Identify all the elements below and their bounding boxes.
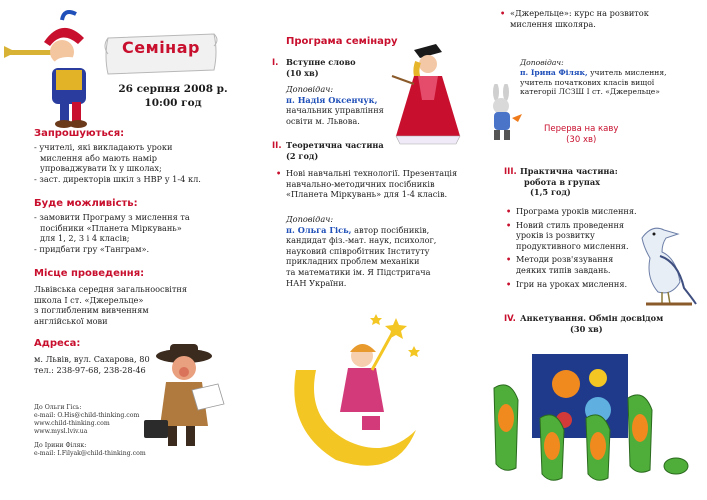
contact-line: До Ольги Гісь:	[34, 404, 82, 411]
section-3-bullet: • Новий стиль проведення уроків із розвитку продуктивного мислення.	[506, 220, 638, 252]
speaker-label: Доповідач:	[286, 84, 334, 94]
speaker-desc: НАН України.	[286, 277, 347, 288]
address-line: тел.: 238-97-68, 238-28-46	[34, 364, 146, 375]
venue-line: Львівська середня загальноосвітня	[34, 284, 188, 294]
section-3-duration: (1,5 год)	[530, 187, 571, 198]
contact-website[interactable]: www.child-thinking.com	[34, 420, 110, 427]
speaker-desc: начальник управління	[286, 105, 384, 116]
section-1-title: Вступне слово	[286, 57, 356, 67]
section-2-number: ІІ.	[272, 141, 282, 151]
section-3-bullet: • Ігри на уроках мислення.	[506, 279, 638, 290]
speaker-desc: категорії ЛСЗШ І ст. «Джерельце»	[520, 87, 660, 97]
section-1-duration: (10 хв)	[286, 67, 319, 78]
venue-line: англійської мови	[34, 315, 108, 326]
section-4-duration: (30 хв)	[570, 323, 603, 334]
section-3-bullets	[506, 206, 638, 292]
bullet-text: мислення школяра.	[510, 18, 596, 29]
contact-email[interactable]: e-mail: O.His@child-thinking.com	[34, 412, 140, 419]
speaker-desc: кандидат фіз.-мат. наук, психолог,	[286, 235, 437, 246]
section-3-title: робота в групах	[524, 176, 601, 187]
program-title: Програма семінару	[286, 36, 398, 47]
jester-trumpeter-illustration	[4, 6, 116, 130]
section-3-bullet: • Методи розв'язування деяких типів завдань.	[506, 254, 638, 275]
opportunity-line: - придбати гру «Танграм».	[34, 243, 150, 254]
opportunity-line: - замовити Програму з мислення та	[34, 212, 190, 222]
opportunity-line: для 1, 2, 3 і 4 класів;	[40, 233, 130, 244]
contact-website[interactable]: www.mysl.lviv.ua	[34, 428, 88, 435]
queen-teacher-illustration	[384, 40, 466, 150]
speaker-desc: прикладних проблем механіки	[286, 256, 420, 267]
venue-line: школа І ст. «Джерельце»	[34, 294, 144, 305]
venue-heading: Місце проведення:	[34, 268, 145, 279]
section-2b-speaker	[520, 58, 700, 97]
contact-line: До Ірини Філяк:	[34, 442, 87, 449]
contact-filyak	[34, 442, 146, 458]
section-1-speaker	[286, 84, 396, 126]
speaker-name: п. Ірина Філяк,	[520, 67, 588, 77]
seminar-date: 26 серпня 2008 р.	[118, 83, 228, 95]
left-column	[0, 0, 236, 500]
section-2-bullets	[276, 168, 466, 203]
speaker-desc: учитель мислення,	[590, 67, 667, 77]
section-2-header	[286, 140, 384, 161]
right-column	[472, 0, 707, 500]
section-2-duration: (2 год)	[286, 150, 319, 161]
detective-illustration	[140, 340, 230, 450]
section-3-bullet: • Програма уроків мислення.	[506, 206, 706, 217]
opportunity-heading: Буде можливість:	[34, 198, 138, 209]
address-text	[34, 354, 150, 375]
invite-line: - учителі, які викладають уроки	[34, 142, 173, 152]
heron-bird-illustration	[632, 218, 702, 308]
seminar-datetime	[108, 82, 238, 110]
section-2-bullet: • Нові навчальні технології. Презентація навчально-методичних посібників «Планета Міркувань» для 1-4 класів.	[276, 168, 466, 200]
section-4-number: IV.	[504, 314, 516, 324]
section-4-header	[520, 313, 663, 334]
section-2b-bullet	[500, 8, 700, 29]
speaker-name: п. Ольга Гісь,	[286, 224, 352, 235]
coffee-break	[544, 124, 618, 146]
speaker-desc: та математики ім. Я Підстригача	[286, 266, 431, 277]
speaker-desc: науковий співробітник Інституту	[286, 245, 430, 256]
section-2-speaker	[286, 214, 466, 288]
aliens-with-planets-illustration	[486, 348, 696, 488]
invite-line: - заст. директорів шкіл з НВР у 1-4 кл.	[34, 173, 201, 184]
section-2-title: Теоретична частина	[286, 140, 384, 150]
contact-his	[34, 404, 139, 436]
section-3-header	[520, 166, 618, 198]
middle-column	[236, 0, 472, 500]
speaker-label: Доповідач:	[286, 214, 334, 224]
coffee-break-label: Перерва на каву	[544, 124, 619, 134]
seminar-time: 10:00 год	[144, 97, 202, 109]
rabbit-illustration	[482, 84, 524, 144]
invite-text	[34, 142, 201, 184]
speaker-label: Доповідач:	[520, 58, 564, 67]
opportunity-line: посібники «Планета Міркувань»	[40, 222, 182, 233]
bullet-text: «Джерельце»: курс на розвиток	[510, 8, 649, 18]
section-3-number: ІІІ.	[504, 167, 517, 177]
venue-text	[34, 284, 187, 326]
invite-heading: Запрошуються:	[34, 128, 125, 139]
section-2b-bullets	[500, 8, 700, 32]
invite-line: упроваджувати їх у школах;	[40, 163, 162, 174]
speaker-desc: автор посібників,	[354, 224, 430, 235]
section-1-number: І.	[272, 58, 279, 68]
section-4-title: Анкетування. Обмін досвідом	[520, 313, 664, 323]
venue-line: з поглибленим вивченням	[34, 305, 149, 316]
opportunity-text	[34, 212, 190, 254]
seminar-title: Семінар	[122, 38, 200, 57]
girl-on-moon-illustration	[276, 300, 426, 470]
speaker-name: п. Надія Оксенчук,	[286, 94, 378, 105]
speaker-desc: освіти м. Львова.	[286, 115, 360, 126]
section-3-title: Практична частина:	[520, 166, 618, 176]
speaker-desc: учитель початкових класів вищої	[520, 77, 655, 87]
address-heading: Адреса:	[34, 338, 81, 349]
coffee-break-duration: (30 хв)	[566, 135, 597, 145]
address-line: м. Львів, вул. Сахарова, 80	[34, 354, 150, 364]
invite-line: мислення або мають намір	[40, 152, 158, 163]
contact-email[interactable]: e-mail: I.Filyak@child-thinking.com	[34, 450, 146, 457]
section-1-header	[286, 57, 356, 78]
